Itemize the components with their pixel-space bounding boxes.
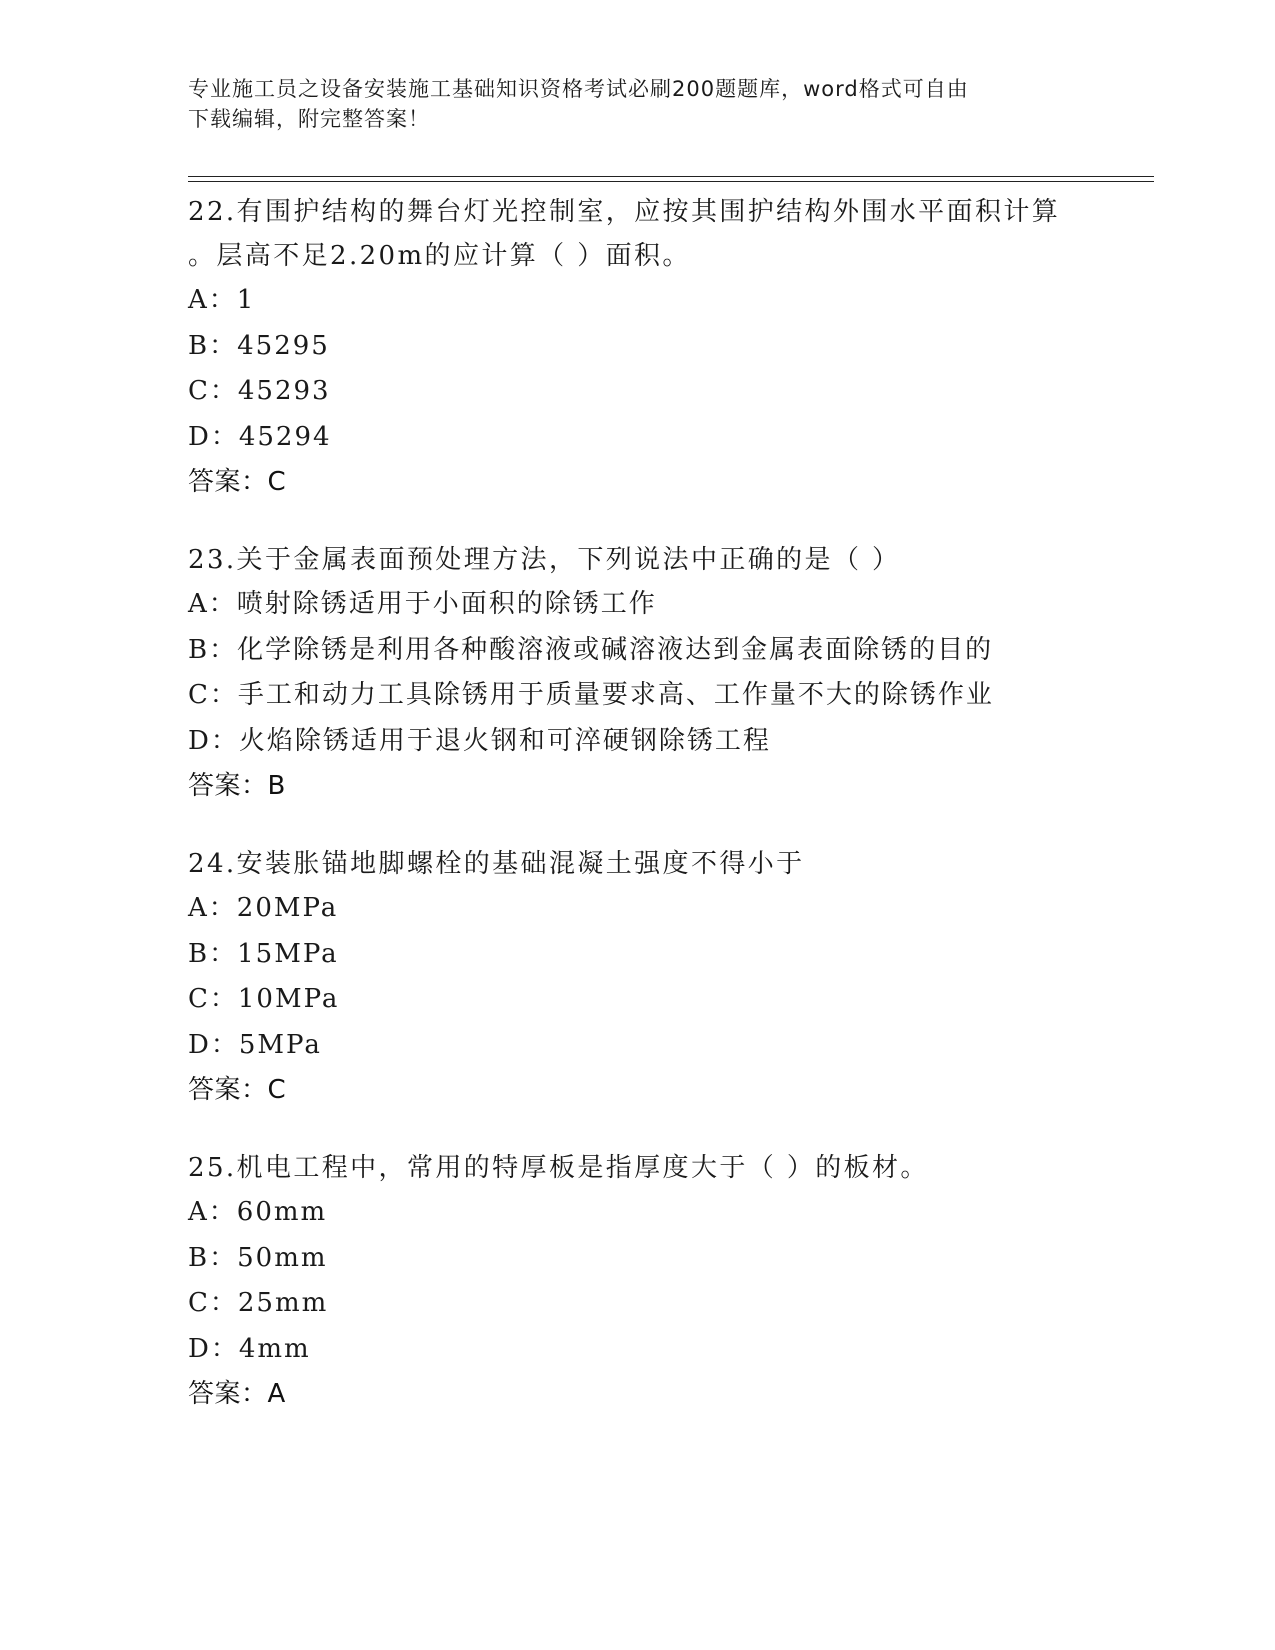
header-line-1: 专业施工员之设备安装施工基础知识资格考试必刷200题题库，word格式可自由 bbox=[188, 77, 969, 101]
question-text: 25.机电工程中，常用的特厚板是指厚度大于（ ）的板材。 bbox=[188, 1153, 929, 1183]
option-a: A：1 bbox=[188, 285, 256, 315]
option-d: D：45294 bbox=[188, 421, 332, 452]
option-c: C：手工和动力工具除锈用于质量要求高、工作量不大的除锈作业 bbox=[188, 680, 994, 710]
question-23 bbox=[188, 538, 1088, 808]
answer: 答案：C bbox=[188, 467, 287, 497]
answer: 答案：B bbox=[188, 771, 286, 801]
question-text-continued: 。层高不足2.20m的应计算（ ）面积。 bbox=[188, 241, 691, 271]
option-c: C：10MPa bbox=[188, 984, 340, 1014]
option-c: C：45293 bbox=[188, 376, 331, 406]
option-a: A：喷射除锈适用于小面积的除锈工作 bbox=[188, 589, 657, 619]
question-24 bbox=[188, 842, 1088, 1112]
document-header bbox=[188, 74, 1088, 134]
option-b: B：15MPa bbox=[188, 938, 339, 969]
option-d: D：火焰除锈适用于退火钢和可淬硬钢除锈工程 bbox=[188, 725, 771, 756]
option-d: D：4mm bbox=[188, 1333, 311, 1364]
option-b: B：50mm bbox=[188, 1242, 328, 1273]
question-22 bbox=[188, 190, 1088, 504]
answer: 答案：A bbox=[188, 1379, 286, 1409]
header-divider-top bbox=[188, 176, 1154, 177]
option-d: D：5MPa bbox=[188, 1029, 322, 1060]
option-a: A：60mm bbox=[188, 1197, 328, 1227]
question-text: 23.关于金属表面预处理方法，下列说法中正确的是（ ） bbox=[188, 545, 901, 575]
question-text: 24.安装胀锚地脚螺栓的基础混凝土强度不得小于 bbox=[188, 849, 805, 879]
question-25 bbox=[188, 1146, 1088, 1416]
option-b: B：45295 bbox=[188, 330, 330, 361]
question-text: 22.有围护结构的舞台灯光控制室，应按其围护结构外围水平面积计算 bbox=[188, 197, 1061, 227]
header-divider-bottom bbox=[188, 181, 1154, 182]
option-a: A：20MPa bbox=[188, 893, 339, 923]
answer: 答案：C bbox=[188, 1075, 287, 1105]
option-c: C：25mm bbox=[188, 1288, 329, 1318]
header-line-2: 下载编辑，附完整答案！ bbox=[188, 107, 430, 131]
question-list bbox=[188, 190, 1088, 1450]
option-b: B：化学除锈是利用各种酸溶液或碱溶液达到金属表面除锈的目的 bbox=[188, 634, 994, 665]
